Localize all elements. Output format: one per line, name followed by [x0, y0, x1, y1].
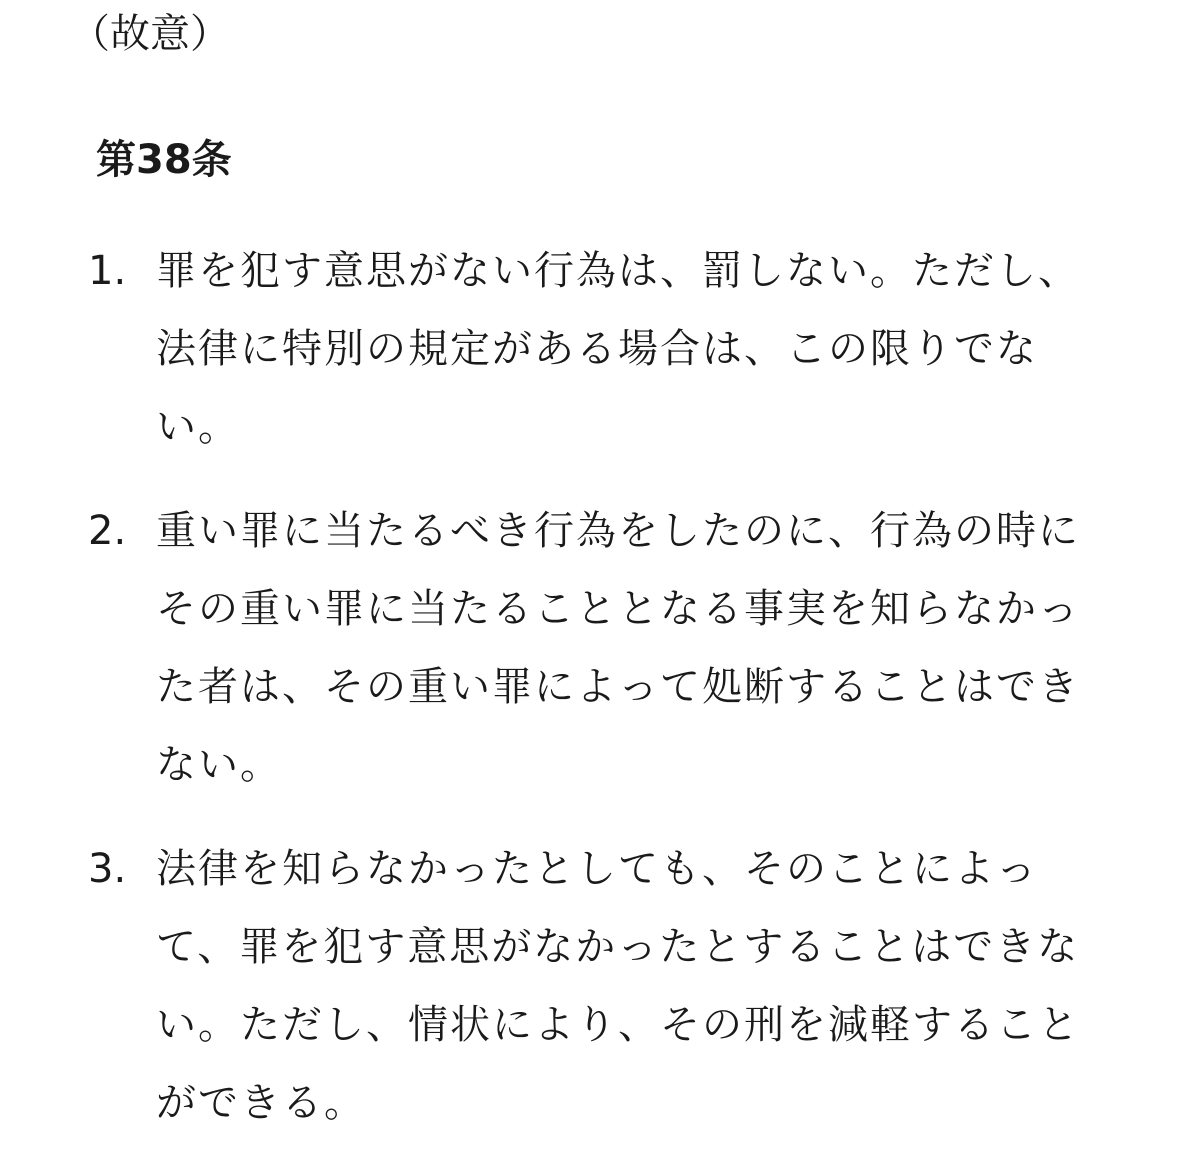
- paragraph-list: [88, 232, 1108, 1168]
- paragraph-number: 1.: [88, 248, 127, 294]
- paragraph-text: 法律を知らなかったとしても、そのことによって、罪を犯す意思がなかったとすることはできない。ただし、情状により、その刑を減軽することができる。: [156, 846, 1080, 1126]
- paragraph-number: 3.: [88, 846, 127, 892]
- paragraph-text: 重い罪に当たるべき行為をしたのに、行為の時にその重い罪に当たることとなる事実を知らなかった者は、その重い罪によって処断することはできない。: [156, 508, 1080, 788]
- article-title: 第38条: [96, 137, 232, 183]
- article-caption: （故意）: [70, 11, 230, 57]
- paragraph-text: 罪を犯す意思がない行為は、罰しない。ただし、法律に特別の規定がある場合は、この限りでない。: [156, 248, 1080, 450]
- paragraph-item: [88, 830, 1108, 1142]
- paragraph-item: [88, 232, 1108, 466]
- paragraph-number: 2.: [88, 508, 127, 554]
- paragraph-item: [88, 492, 1108, 804]
